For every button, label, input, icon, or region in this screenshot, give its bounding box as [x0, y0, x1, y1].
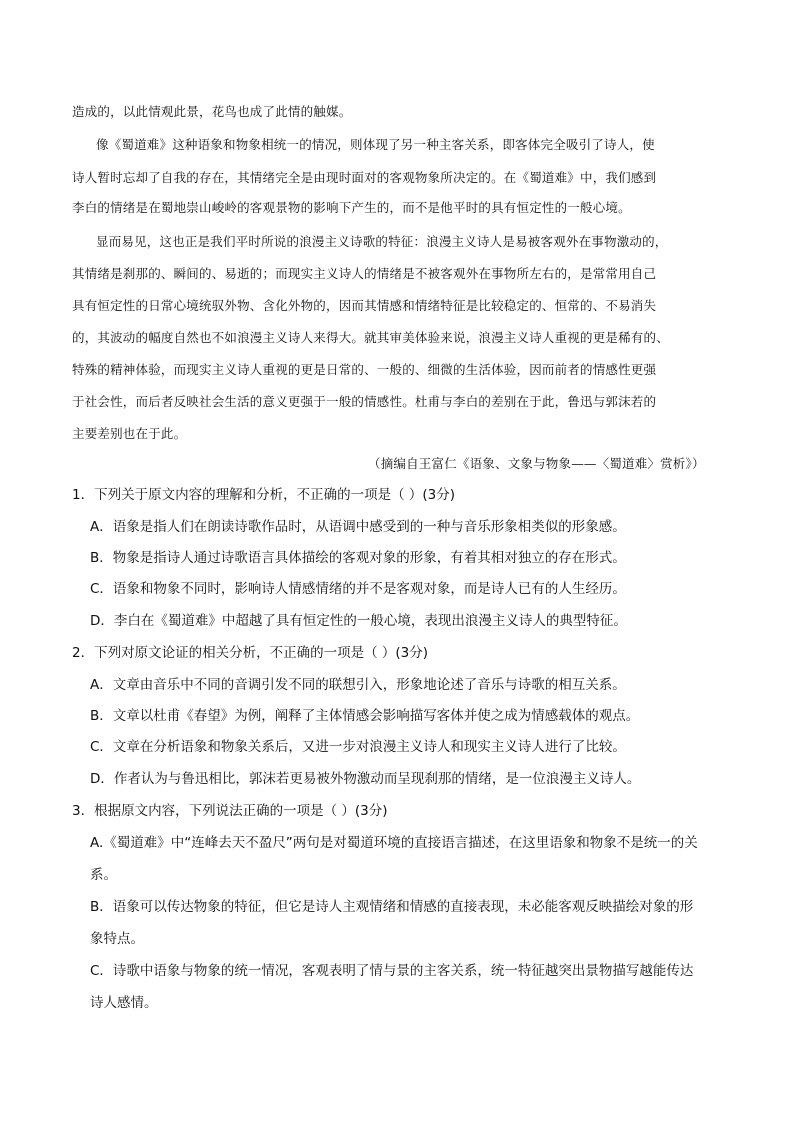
passage-line: 特殊的精神体验，而现实主义诗人重视的更是日常的、一般的、细微的生活体验，因而前者的情感性更强: [72, 362, 657, 377]
question-1-option-d: D．李白在《蜀道难》中超越了具有恒定性的一般心境，表现出浪漫主义诗人的典型特征。: [90, 613, 627, 629]
question-1-option-b: B．物象是指诗人通过诗歌语言具体描绘的客观对象的形象，有着其相对独立的存在形式。: [90, 550, 626, 566]
passage-line: 诗人暂时忘却了自我的存在，其情绪完全是由现时面对的客观物象所决定的。在《蜀道难》中，我们感到: [72, 170, 657, 185]
question-3-option-b: B．语象可以传达物象的特征，但它是诗人主观情绪和情感的直接表现，未必能客观反映描绘对象的形: [90, 899, 694, 915]
passage-line: 显而易见，这也正是我们平时所说的浪漫主义诗歌的特征：浪漫主义诗人是易被客观外在事物激动的，: [96, 234, 668, 249]
passage-source: （摘编自王富仁《语象、文象与物象——〈蜀道难〉赏析》）: [368, 456, 705, 471]
question-2-option-d: D．作者认为与鲁迅相比，郭沫若更易被外物激动而呈现刹那的情绪，是一位浪漫主义诗人。: [90, 771, 641, 787]
question-3-option-c-cont: 诗人感情。: [90, 995, 158, 1011]
question-2-option-b: B．文章以杜甫《春望》为例，阐释了主体情感会影响描写客体并使之成为情感载体的观点。: [90, 708, 640, 724]
question-1-option-a: A．语象是指人们在朗读诗歌作品时，从语调中感受到的一种与音乐形象相类似的形象感。: [90, 519, 626, 535]
question-3-option-b-cont: 象特点。: [90, 931, 144, 947]
passage-line: 像《蜀道难》这种语象和物象相统一的情况，则体现了另一种主客关系，即客体完全吸引了诗人，使: [96, 137, 655, 152]
passage-line: 李白的情绪是在蜀地崇山峻岭的客观景物的影响下产生的，而不是他平时的具有恒定性的一般心境。: [72, 200, 631, 215]
passage-line: 主要差别也在于此。: [72, 426, 187, 441]
question-3-stem: 3．根据原文内容，下列说法正确的一项是（ ）(3分): [72, 803, 388, 819]
question-1-stem: 1．下列关于原文内容的理解和分析，不正确的一项是（ ）(3分): [72, 487, 456, 503]
passage-line: 的，其波动的幅度自然也不如浪漫主义诗人来得大。就其审美体验来说，浪漫主义诗人重视的更是稀有的、: [72, 330, 669, 345]
question-1-option-c: C．语象和物象不同时，影响诗人情感情绪的并不是客观对象，而是诗人已有的人生经历。: [90, 581, 626, 597]
passage-line: 于社会性，而后者反映社会生活的意义更强于一般的情感性。杜甫与李白的差别在于此，鲁迅与郭沫若的: [72, 394, 657, 409]
question-2-option-c: C．文章在分析语象和物象关系后，又进一步对浪漫主义诗人和现实主义诗人进行了比较。: [90, 739, 626, 755]
question-3-option-c: C．诗歌中语象与物象的统一情况，客观表明了情与景的主客关系，统一特征越突出景物描写越能传达: [90, 963, 694, 979]
passage-line: 其情绪是刹那的、瞬间的、易逝的；而现实主义诗人的情绪是不被客观外在事物所左右的，是常常用自己: [72, 266, 657, 281]
question-3-option-a-cont: 系。: [90, 867, 117, 883]
question-2-option-a: A．文章由音乐中不同的音调引发不同的联想引入，形象地论述了音乐与诗歌的相互关系。: [90, 677, 626, 693]
passage-line: 造成的，以此情观此景，花鸟也成了此情的触媒。: [72, 104, 352, 119]
question-3-option-a: A.《蜀道难》中“连峰去天不盈尺”两句是对蜀道环境的直接语言描述，在这里语象和物象不是统一的关: [90, 835, 698, 851]
question-2-stem: 2．下列对原文论证的相关分析，不正确的一项是（ ）(3分): [72, 645, 429, 661]
passage-line: 具有恒定性的日常心境统驭外物、含化外物的，因而其情感和情绪特征是比较稳定的、恒常的、不易消失: [72, 298, 657, 313]
